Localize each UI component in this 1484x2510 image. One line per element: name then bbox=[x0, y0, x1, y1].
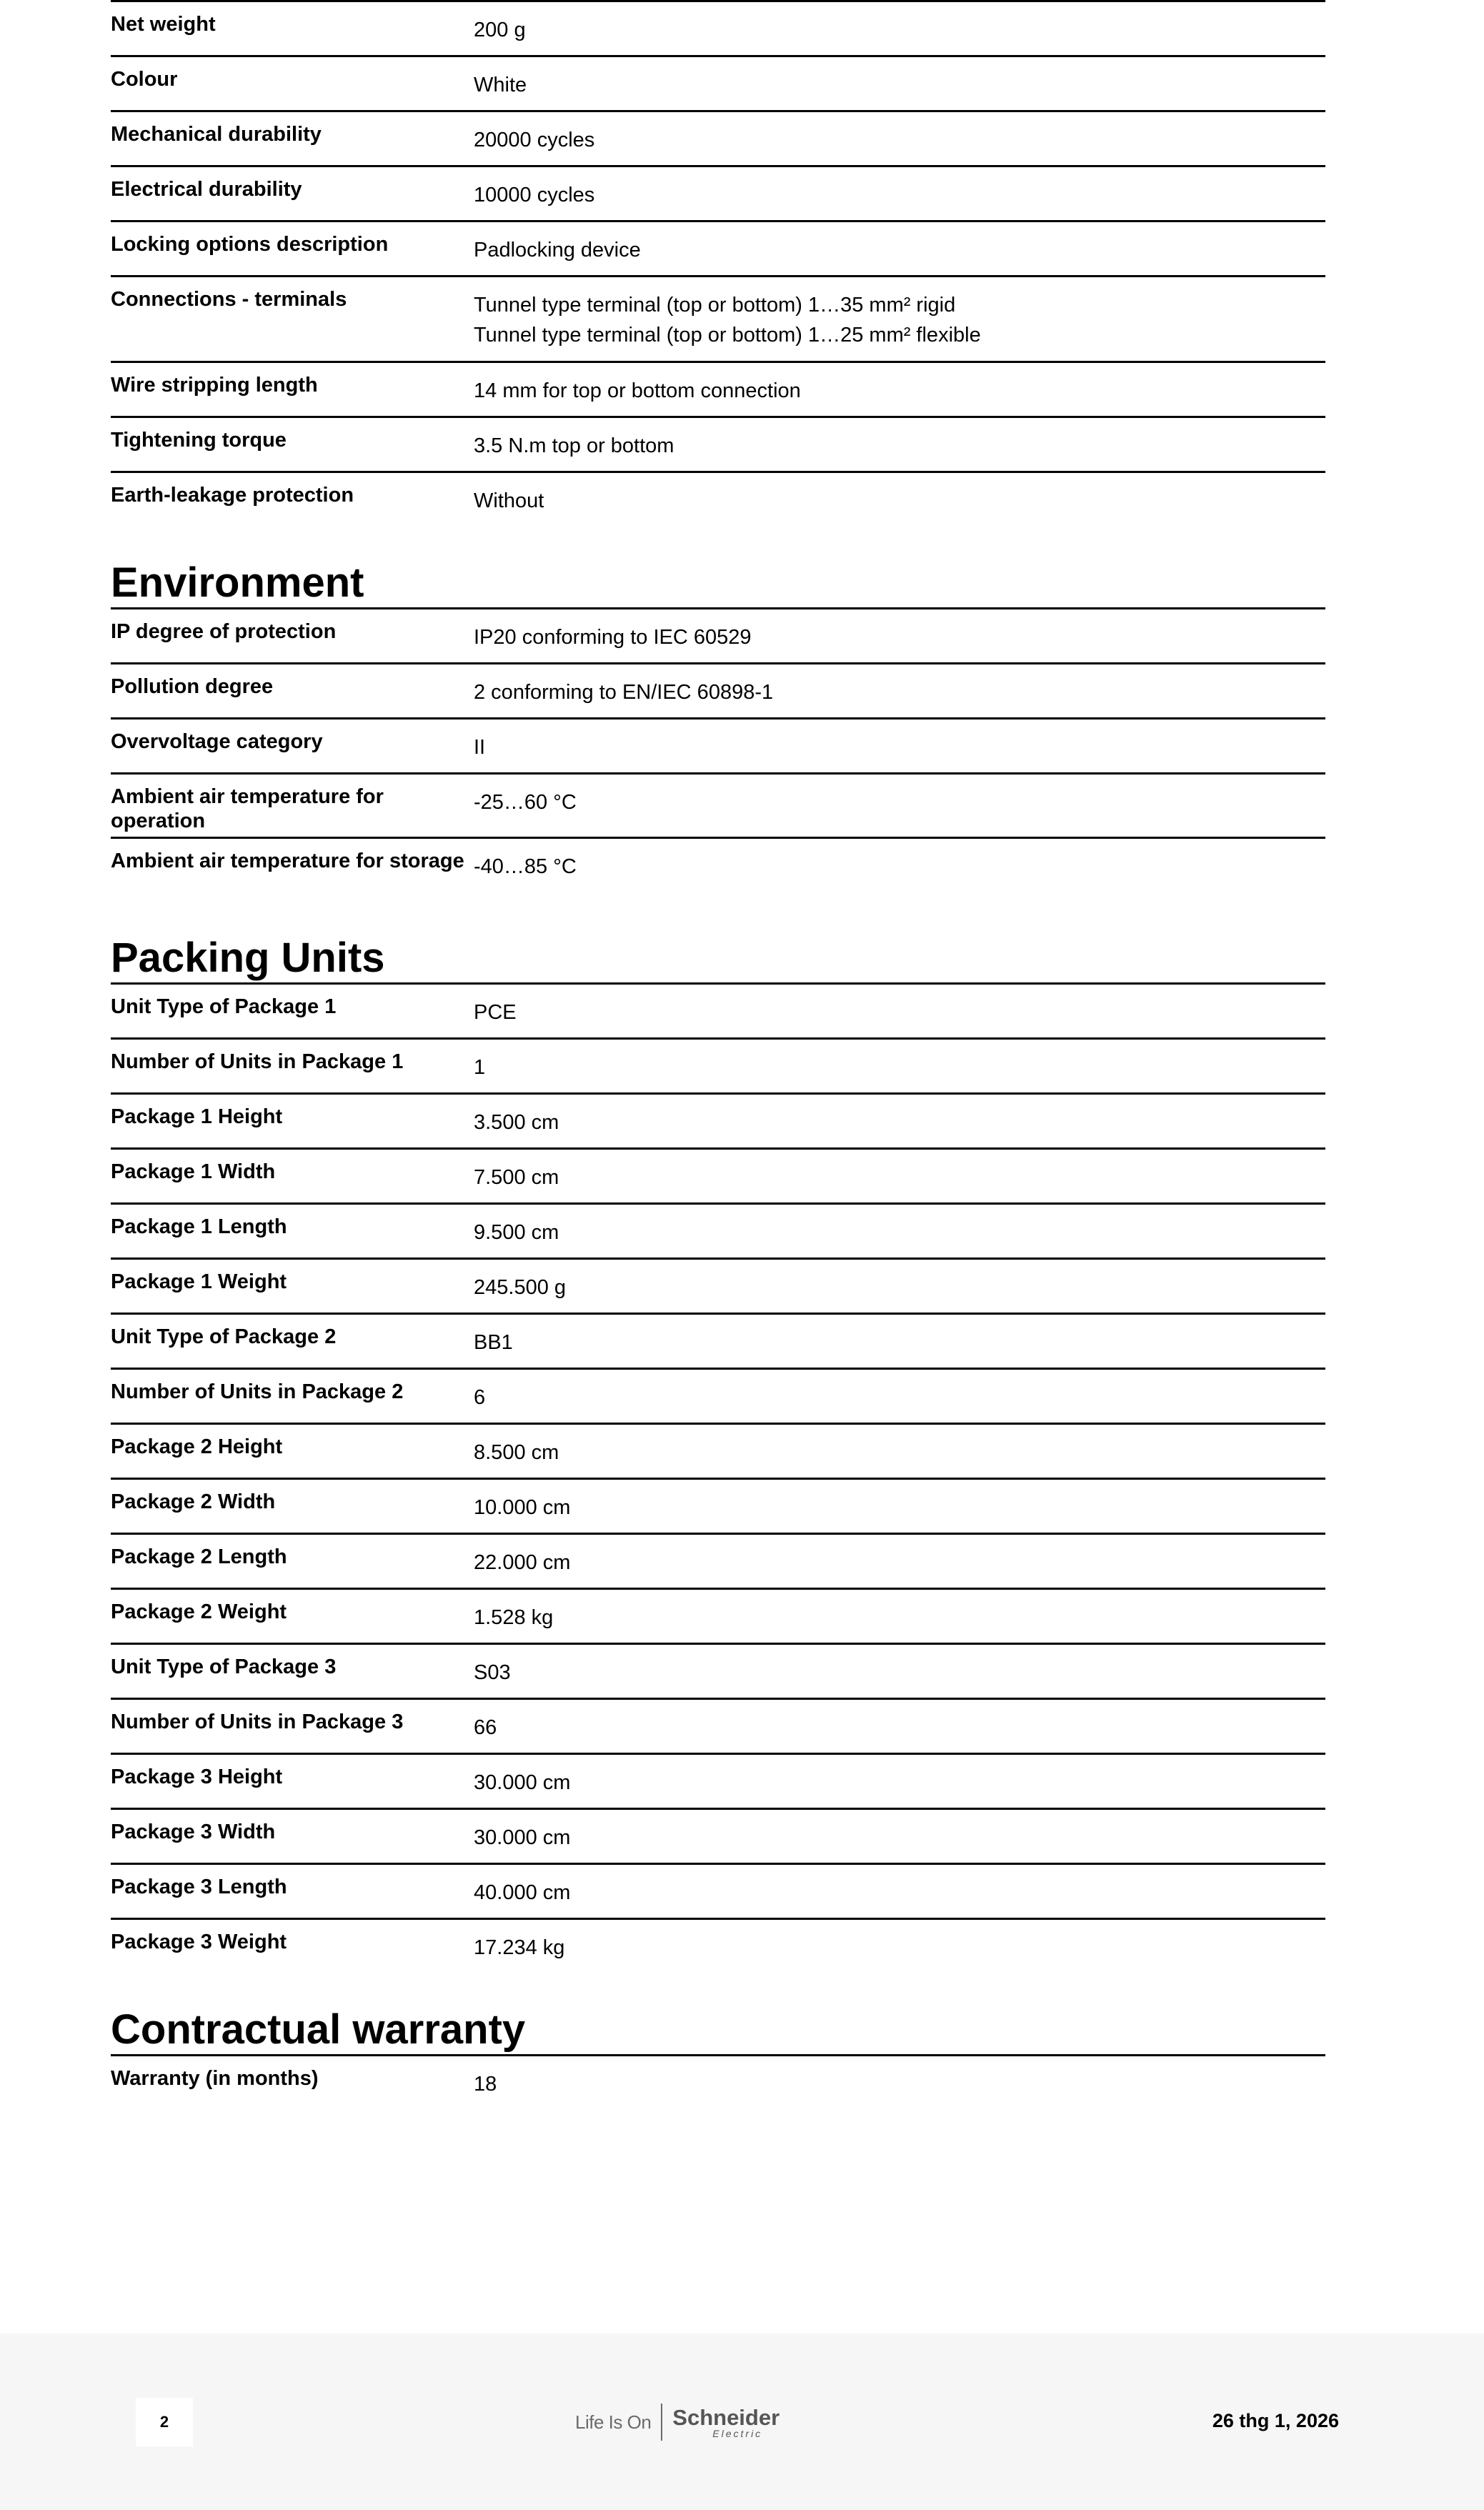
spec-value-line: 66 bbox=[474, 1716, 497, 1739]
spec-label: Warranty (in months) bbox=[111, 2067, 319, 2090]
spec-value bbox=[474, 1535, 1325, 1588]
spec-value bbox=[474, 1480, 1325, 1533]
section-title-environment: Environment bbox=[111, 559, 364, 606]
spec-row bbox=[111, 361, 1325, 416]
spec-value-line: 200 g bbox=[474, 19, 526, 41]
spec-row bbox=[111, 1423, 1325, 1478]
spec-row bbox=[111, 1918, 1325, 1973]
spec-label: Ambient air temperature for storage bbox=[111, 850, 464, 872]
spec-value bbox=[474, 1315, 1325, 1368]
footer-date: 26 thg 1, 2026 bbox=[1212, 2410, 1339, 2431]
spec-label: Locking options description bbox=[111, 233, 389, 256]
spec-row bbox=[111, 837, 1325, 901]
spec-row bbox=[111, 1533, 1325, 1588]
spec-value-line: 3.500 cm bbox=[474, 1111, 559, 1134]
spec-label: Package 1 Length bbox=[111, 1215, 287, 1238]
spec-value-line: Tunnel type terminal (top or bottom) 1…35 mm² rigid bbox=[474, 294, 956, 317]
spec-value-line: Padlocking device bbox=[474, 239, 641, 262]
spec-row bbox=[111, 2054, 1325, 2109]
spec-row bbox=[111, 1313, 1325, 1368]
spec-value bbox=[474, 1755, 1325, 1808]
spec-value bbox=[474, 277, 1325, 361]
spec-label: Earth-leakage protection bbox=[111, 484, 354, 507]
spec-label: Package 3 Length bbox=[111, 1876, 287, 1898]
spec-value-line: -25…60 °C bbox=[474, 791, 577, 814]
spec-label: Ambient air temperature for operation bbox=[111, 785, 384, 832]
logo-divider bbox=[661, 2404, 662, 2441]
spec-value bbox=[474, 1040, 1325, 1092]
logo-brand bbox=[672, 2406, 780, 2439]
spec-row bbox=[111, 1092, 1325, 1147]
spec-label: Package 3 Height bbox=[111, 1766, 283, 1788]
spec-row bbox=[111, 1037, 1325, 1092]
spec-value-line: White bbox=[474, 74, 527, 96]
spec-value bbox=[474, 1810, 1325, 1863]
spec-value-line: Tunnel type terminal (top or bottom) 1…25 mm² flexible bbox=[474, 324, 981, 347]
spec-label: Unit Type of Package 2 bbox=[111, 1325, 337, 1348]
spec-value bbox=[474, 1150, 1325, 1202]
logo-brand-sub: Electric bbox=[712, 2427, 763, 2439]
spec-row bbox=[111, 55, 1325, 110]
spec-value-line: 3.5 N.m top or bottom bbox=[474, 434, 674, 457]
spec-row bbox=[111, 1863, 1325, 1918]
spec-value bbox=[474, 2056, 1325, 2109]
spec-value-line: S03 bbox=[474, 1661, 511, 1684]
spec-value bbox=[474, 609, 1325, 662]
spec-label: Wire stripping length bbox=[111, 374, 318, 397]
spec-value bbox=[474, 222, 1325, 275]
spec-label: Package 1 Height bbox=[111, 1105, 283, 1128]
spec-value bbox=[474, 1645, 1325, 1698]
spec-row bbox=[111, 0, 1325, 55]
spec-label: Pollution degree bbox=[111, 675, 274, 698]
spec-row bbox=[111, 1258, 1325, 1313]
spec-row bbox=[111, 982, 1325, 1037]
spec-value bbox=[474, 664, 1325, 717]
spec-row bbox=[111, 1808, 1325, 1863]
spec-value bbox=[474, 363, 1325, 416]
spec-label: Tightening torque bbox=[111, 429, 287, 452]
spec-value-line: 40.000 cm bbox=[474, 1881, 571, 1904]
spec-value bbox=[474, 418, 1325, 471]
spec-label: Net weight bbox=[111, 13, 216, 36]
spec-value-line: Without bbox=[474, 489, 544, 512]
spec-label: Connections - terminals bbox=[111, 288, 347, 311]
page-footer bbox=[0, 2334, 1484, 2510]
spec-row bbox=[111, 1643, 1325, 1698]
spec-row bbox=[111, 662, 1325, 717]
spec-label: Package 3 Width bbox=[111, 1821, 276, 1843]
spec-value-line: 30.000 cm bbox=[474, 1826, 571, 1849]
spec-value-line: 10000 cycles bbox=[474, 184, 595, 206]
logo-brand-name: Schneider bbox=[672, 2404, 780, 2430]
spec-value-line: 1.528 kg bbox=[474, 1606, 554, 1629]
spec-value-line: PCE bbox=[474, 1001, 517, 1024]
spec-value bbox=[474, 719, 1325, 772]
section-title-contractual-warranty: Contractual warranty bbox=[111, 2006, 526, 2053]
environment-table bbox=[111, 607, 1325, 901]
section-title-packing-units: Packing Units bbox=[111, 935, 385, 981]
spec-value-line: 20000 cycles bbox=[474, 129, 595, 151]
spec-label: Package 2 Length bbox=[111, 1545, 287, 1568]
datasheet-body bbox=[111, 0, 1325, 2109]
spec-value-line: II bbox=[474, 736, 486, 759]
spec-label: Unit Type of Package 3 bbox=[111, 1655, 337, 1678]
spec-value bbox=[474, 1095, 1325, 1147]
spec-value-line: 2 conforming to EN/IEC 60898-1 bbox=[474, 681, 774, 704]
spec-value-line: 7.500 cm bbox=[474, 1166, 559, 1189]
spec-value bbox=[474, 775, 1325, 837]
spec-value-line: -40…85 °C bbox=[474, 855, 577, 878]
spec-value-line: 22.000 cm bbox=[474, 1551, 571, 1574]
page-number: 2 bbox=[136, 2398, 193, 2446]
logo-tagline: Life Is On bbox=[575, 2411, 652, 2433]
spec-value-line: 1 bbox=[474, 1056, 486, 1079]
spec-row bbox=[111, 607, 1325, 662]
spec-value bbox=[474, 1590, 1325, 1643]
spec-row bbox=[111, 165, 1325, 220]
spec-label: Overvoltage category bbox=[111, 730, 323, 753]
warranty-table bbox=[111, 2054, 1325, 2109]
spec-value bbox=[474, 473, 1325, 526]
spec-row bbox=[111, 1368, 1325, 1423]
spec-label: Mechanical durability bbox=[111, 123, 322, 146]
spec-row bbox=[111, 1147, 1325, 1202]
brand-logo bbox=[575, 2402, 780, 2442]
spec-value bbox=[474, 112, 1325, 165]
packing-units-table bbox=[111, 982, 1325, 1973]
spec-value-line: 245.500 g bbox=[474, 1276, 567, 1299]
spec-row bbox=[111, 772, 1325, 837]
spec-label: Package 3 Weight bbox=[111, 1931, 287, 1953]
spec-value bbox=[474, 1205, 1325, 1258]
spec-value-line: 17.234 kg bbox=[474, 1936, 565, 1959]
spec-value-line: 10.000 cm bbox=[474, 1496, 571, 1519]
spec-label: Unit Type of Package 1 bbox=[111, 995, 337, 1018]
spec-row bbox=[111, 1588, 1325, 1643]
spec-row bbox=[111, 1202, 1325, 1258]
spec-label: Colour bbox=[111, 68, 178, 91]
spec-row bbox=[111, 275, 1325, 361]
spec-row bbox=[111, 717, 1325, 772]
spec-value-line: IP20 conforming to IEC 60529 bbox=[474, 626, 752, 649]
spec-value bbox=[474, 2, 1325, 55]
spec-label: IP degree of protection bbox=[111, 620, 337, 643]
spec-value-line: 18 bbox=[474, 2073, 497, 2096]
spec-value bbox=[474, 1700, 1325, 1753]
spec-label: Package 2 Width bbox=[111, 1490, 276, 1513]
spec-value bbox=[474, 1370, 1325, 1423]
spec-value bbox=[474, 1260, 1325, 1313]
spec-label: Package 2 Height bbox=[111, 1435, 283, 1458]
spec-value-line: BB1 bbox=[474, 1331, 513, 1354]
spec-label: Electrical durability bbox=[111, 178, 302, 201]
spec-label: Package 1 Width bbox=[111, 1160, 276, 1183]
spec-value bbox=[474, 1920, 1325, 1973]
spec-row bbox=[111, 416, 1325, 471]
spec-value bbox=[474, 985, 1325, 1037]
spec-row bbox=[111, 110, 1325, 165]
spec-value bbox=[474, 167, 1325, 220]
spec-row bbox=[111, 1753, 1325, 1808]
spec-value bbox=[474, 57, 1325, 110]
spec-value-line: 14 mm for top or bottom connection bbox=[474, 379, 801, 402]
spec-row bbox=[111, 1478, 1325, 1533]
spec-row bbox=[111, 471, 1325, 526]
spec-value-line: 9.500 cm bbox=[474, 1221, 559, 1244]
spec-value-line: 8.500 cm bbox=[474, 1441, 559, 1464]
spec-row bbox=[111, 220, 1325, 275]
spec-label: Number of Units in Package 1 bbox=[111, 1050, 404, 1073]
spec-value bbox=[474, 1865, 1325, 1918]
spec-label: Number of Units in Package 2 bbox=[111, 1380, 404, 1403]
characteristics-table bbox=[111, 0, 1325, 526]
spec-value-line: 30.000 cm bbox=[474, 1771, 571, 1794]
spec-row bbox=[111, 1698, 1325, 1753]
spec-value bbox=[474, 1425, 1325, 1478]
spec-label: Number of Units in Package 3 bbox=[111, 1710, 404, 1733]
spec-label: Package 1 Weight bbox=[111, 1270, 287, 1293]
spec-value-line: 6 bbox=[474, 1386, 486, 1409]
spec-label: Package 2 Weight bbox=[111, 1600, 287, 1623]
spec-value bbox=[474, 839, 1325, 901]
